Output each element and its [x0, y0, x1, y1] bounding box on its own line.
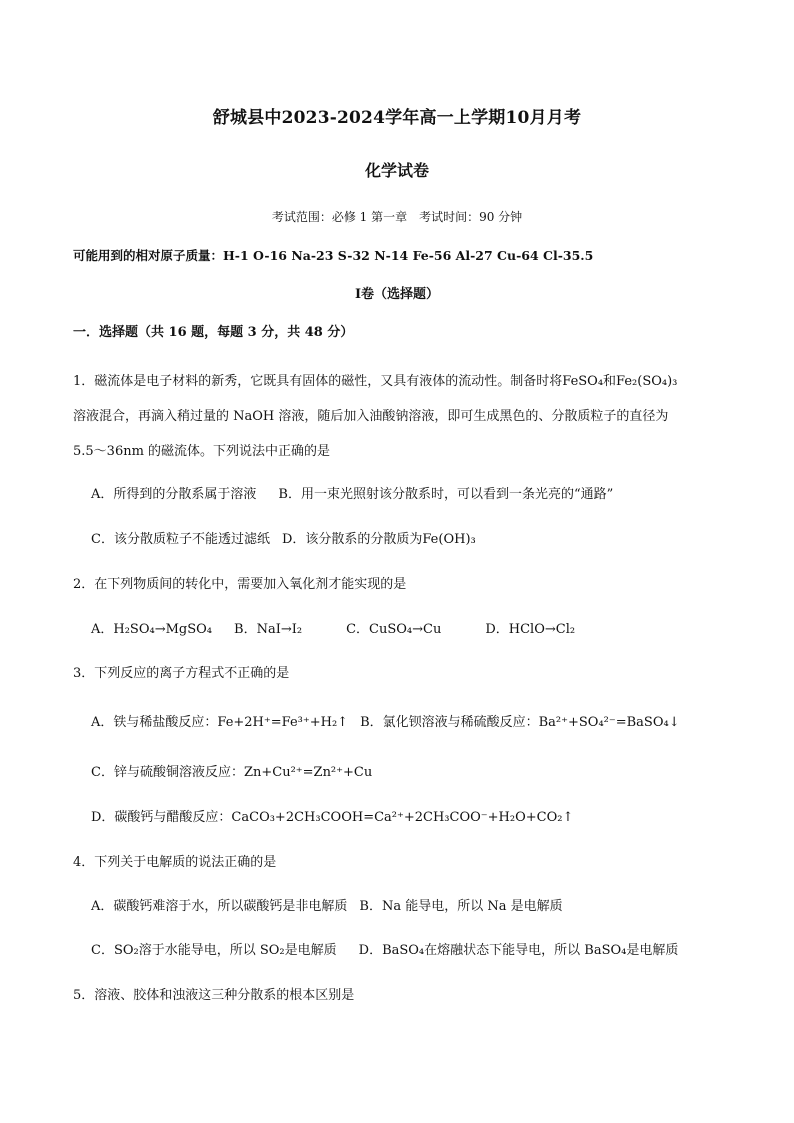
question-3-options-row-1	[91, 716, 680, 729]
option-1a: A．所得到的分散系属于溶液	[91, 487, 257, 502]
question-4-options-row-2	[91, 944, 678, 957]
question-1-line-2: 溶液混合，再滴入稍过量的 NaOH 溶液，随后加入油酸钠溶液，即可生成黑色的、分散质粒子的直径为	[73, 409, 669, 424]
option-3c: C．锌与硫酸铜溶液反应：Zn+Cu²⁺=Zn²⁺+Cu	[91, 765, 373, 780]
question-1-line-1: 1．磁流体是电子材料的新秀，它既具有固体的磁性，又具有液体的流动性。制备时将FeSO₄和Fe₂(SO₄)₃	[73, 374, 678, 389]
question-4-options-row-1	[91, 900, 563, 913]
exam-subtitle: 化学试卷	[364, 161, 429, 180]
atomic-masses: 可能用到的相对原子质量：H-1 O-16 Na-23 S-32 N-14 Fe-56 Al-27 Cu-64 Cl-35.5	[73, 248, 594, 263]
option-4c: C．SO₂溶于水能导电，所以 SO₂是电解质	[91, 943, 337, 958]
option-1b: B．用一束光照射该分散系时，可以看到一条光亮的“通路”	[278, 487, 614, 502]
question-3-stem: 3．下列反应的离子方程式不正确的是	[73, 666, 290, 681]
question-4-stem: 4．下列关于电解质的说法正确的是	[73, 855, 277, 870]
exam-info: 考试范围：必修 1 第一章 考试时间：90 分钟	[271, 210, 523, 224]
option-2c: C．CuSO₄→Cu	[346, 622, 442, 637]
exam-title: 舒城县中2023-2024学年高一上学期10月月考	[212, 108, 582, 128]
question-5-stem: 5．溶液、胶体和浊液这三种分散系的根本区别是	[73, 988, 355, 1003]
volume-title: Ⅰ卷（选择题）	[354, 287, 440, 302]
part-title: 一．选择题（共 16 题，每题 3 分，共 48 分）	[73, 325, 354, 340]
option-2b: B．NaI→I₂	[234, 622, 303, 637]
option-3a: A．铁与稀盐酸反应：Fe+2H⁺=Fe³⁺+H₂↑	[91, 715, 349, 730]
question-1-options-row-2	[91, 533, 476, 546]
option-1d: D．该分散系的分散质为Fe(OH)₃	[281, 532, 476, 547]
option-4d: D．BaSO₄在熔融状态下能导电，所以 BaSO₄是电解质	[358, 943, 679, 958]
option-2d: D．HClO→Cl₂	[485, 622, 576, 637]
question-2-stem: 2．在下列物质间的转化中，需要加入氧化剂才能实现的是	[73, 577, 407, 592]
option-3d: D．碳酸钙与醋酸反应：CaCO₃+2CH₃COOH=Ca²⁺+2CH₃COO⁻+H₂O+CO₂↑	[91, 810, 574, 825]
question-1-options-row-1	[91, 488, 613, 501]
option-1c: C．该分散质粒子不能透过滤纸	[91, 532, 270, 547]
option-4a: A．碳酸钙难溶于水，所以碳酸钙是非电解质	[91, 899, 348, 914]
option-4b: B．Na 能导电，所以 Na 是电解质	[359, 899, 563, 914]
option-3b: B．氯化钡溶液与稀硫酸反应：Ba²⁺+SO₄²⁻=BaSO₄↓	[360, 715, 680, 730]
option-2a: A．H₂SO₄→MgSO₄	[91, 622, 213, 637]
question-1-line-3: 5.5～36nm 的磁流体。下列说法中正确的是	[73, 444, 331, 459]
question-2-options-row	[91, 623, 575, 636]
